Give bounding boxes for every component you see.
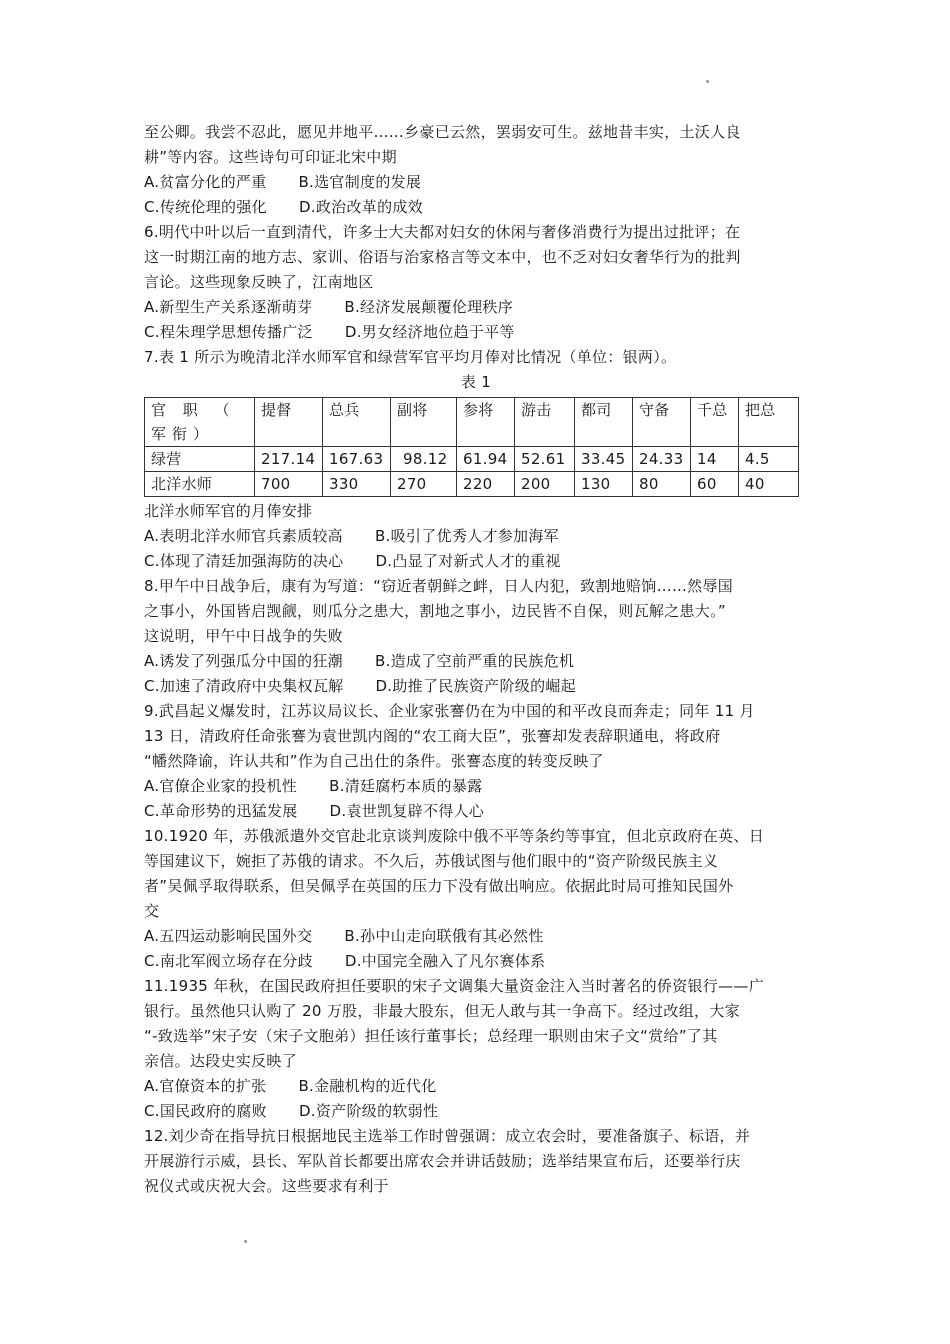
table-header-cell: 官 职 （ 军衔） (145, 398, 255, 447)
table-header-cell: 总兵 (323, 398, 391, 447)
q8-line: 8.甲午中日战争后，康有为写道：“窃近者朝鲜之衅，日人内犯，致割地赔饷……然辱国 (144, 577, 734, 595)
table-cell: 61.94 (457, 447, 515, 472)
q5-options-row (144, 195, 808, 220)
q6-option-c: C.程朱理学思想传播广泛 (144, 323, 313, 341)
q9-options-row (144, 799, 808, 824)
table-caption: 表 1 (460, 373, 492, 391)
scan-dot (706, 80, 709, 83)
q6-line: 这一时期江南的地方志、家训、俗语与治家格言等文本中，也不乏对妇女奢华行为的批判 (144, 248, 741, 266)
q11-option-a: A.官僚资本的扩张 (144, 1077, 267, 1095)
table-cell: 60 (691, 472, 739, 497)
q11-options-row (144, 1099, 808, 1124)
q10-line: 交 (144, 902, 160, 920)
q6-option-a: A.新型生产关系逐渐萌芽 (144, 298, 313, 316)
table-cell: 330 (323, 472, 391, 497)
q11-option-d: D.资产阶级的软弱性 (298, 1102, 439, 1120)
q10-options-row (144, 949, 808, 974)
q8-option-d: D.助推了民族资产阶级的崛起 (375, 677, 576, 695)
q11-option-b: B.金融机构的近代化 (298, 1077, 437, 1095)
q8-option-c: C.加速了清政府中央集权瓦解 (144, 677, 344, 695)
q8-line: 这说明，甲午中日战争的失败 (144, 627, 343, 645)
q7-option-d: D.凸显了对新式人才的重视 (375, 552, 561, 570)
q7-line: 北洋水师军官的月俸安排 (144, 502, 313, 520)
q10-option-b: B.孙中山走向联俄有其必然性 (344, 927, 544, 945)
table-header-cell: 千总 (691, 398, 739, 447)
q7-options-row (144, 524, 808, 549)
q9-line: 9.武昌起义爆发时，江苏议局议长、企业家张謇仍在为中国的和平改良而奔走；同年 11 月 (144, 702, 755, 720)
q11-line: 银行。虽然他只认购了 20 万股，非最大股东，但无人敢与其一争高下。经过改组，大家 (144, 1002, 740, 1020)
salary-table (144, 397, 799, 497)
q5-line: 耕”等内容。这些诗句可印证北宋中期 (144, 148, 397, 166)
q9-line: 13 日，清政府任命张謇为袁世凯内阁的“农工商大臣”，张謇却发表辞职通电，将政府 (144, 727, 721, 745)
q6-option-b: B.经济发展颠覆伦理秩序 (344, 298, 514, 316)
q7-option-a: A.表明北洋水师官兵素质较高 (144, 527, 343, 545)
q10-option-d: D.中国完全融入了凡尔赛体系 (344, 952, 546, 970)
table-cell: 33.45 (575, 447, 633, 472)
q6-option-d: D.男女经济地位趋于平等 (344, 323, 515, 341)
table-cell: 北洋水师 (145, 472, 255, 497)
q6-line: 言论。这些现象反映了，江南地区 (144, 273, 374, 291)
table-cell: 80 (633, 472, 691, 497)
q5-line: 至公卿。我尝不忍此，愿见井地平……乡豪已云然，罢弱安可生。兹地昔丰实，土沃人良 (144, 123, 741, 141)
table-cell: 40 (739, 472, 799, 497)
table-header-cell: 都司 (575, 398, 633, 447)
q8-option-b: B.造成了空前严重的民族危机 (374, 652, 575, 670)
q11-line: 11.1935 年秋，在国民政府担任要职的宋子文调集大量资金注入当时著名的侨资银行——广 (144, 977, 764, 995)
table-row (145, 447, 799, 472)
table-header-cell: 游击 (515, 398, 575, 447)
q7-options-row (144, 549, 808, 574)
q9-option-b: B.清廷腐朽本质的暴露 (329, 777, 483, 795)
q5-option-b: B.选官制度的发展 (298, 173, 422, 191)
table-header-cell: 把总 (739, 398, 799, 447)
document-body (144, 120, 808, 1199)
q11-line: “-致选举”宋子安（宋子文胞弟）担任该行董事长；总经理一职则由宋子文“赏给”了其 (144, 1027, 718, 1045)
q11-option-c: C.国民政府的腐败 (144, 1102, 267, 1120)
q6-options-row (144, 295, 808, 320)
q12-line: 祝仪式或庆祝大会。这些要求有利于 (144, 1177, 389, 1195)
q5-option-c: C.传统伦理的强化 (144, 198, 267, 216)
q12-line: 开展游行示威，县长、军队首长都要出席农会并讲话鼓励；选举结果宣布后，还要举行庆 (144, 1152, 741, 1170)
table-cell: 220 (457, 472, 515, 497)
table-cell: 98.12 (391, 447, 457, 472)
q10-option-c: C.南北军阀立场存在分歧 (144, 952, 313, 970)
q5-options-row (144, 170, 808, 195)
table-cell: 217.14 (255, 447, 323, 472)
table-header-cell: 参将 (457, 398, 515, 447)
q8-option-a: A.诱发了列强瓜分中国的狂潮 (144, 652, 343, 670)
q12-line: 12.刘少奇在指导抗日根据地民主选举工作时曾强调：成立农会时，要准备旗子、标语，并 (144, 1127, 751, 1145)
q9-line: “幡然降谕，许认共和”作为自己出仕的条件。张謇态度的转变反映了 (144, 752, 604, 770)
table-cell: 130 (575, 472, 633, 497)
q5-option-d: D.政治改革的成效 (298, 198, 423, 216)
table-cell: 167.63 (323, 447, 391, 472)
table-cell: 270 (391, 472, 457, 497)
q8-line: 之事小，外国皆启觊觎，则瓜分之患大，割地之事小，边民皆不自保，则瓦解之患大。” (144, 602, 726, 620)
scan-dot (244, 1240, 247, 1243)
table-cell: 700 (255, 472, 323, 497)
q8-options-row (144, 674, 808, 699)
q10-options-row (144, 924, 808, 949)
q5-option-a: A.贫富分化的严重 (144, 173, 267, 191)
q7-option-b: B.吸引了优秀人才参加海军 (374, 527, 559, 545)
q8-options-row (144, 649, 808, 674)
q10-line: 10.1920 年，苏俄派遣外交官赴北京谈判废除中俄不平等条约等事宜，但北京政府在英、日 (144, 827, 765, 845)
q11-line: 亲信。达段史实反映了 (144, 1052, 298, 1070)
q9-options-row (144, 774, 808, 799)
table-header-row (145, 398, 799, 447)
q10-line: 者”吴佩孚取得联系，但吴佩孚在英国的压力下没有做出响应。依据此时局可推知民国外 (144, 877, 734, 895)
q9-option-d: D.袁世凯复辟不得人心 (329, 802, 485, 820)
q10-line: 等国建议下，婉拒了苏俄的请求。不久后，苏俄试图与他们眼中的“资产阶级民族主义 (144, 852, 719, 870)
q10-option-a: A.五四运动影响民国外交 (144, 927, 313, 945)
q6-line: 6.明代中叶以后一直到清代，许多士大夫都对妇女的休闲与奢侈消费行为提出过批评；在 (144, 223, 741, 241)
table-header-cell: 守备 (633, 398, 691, 447)
table-cell: 绿营 (145, 447, 255, 472)
q11-options-row (144, 1074, 808, 1099)
table-cell: 52.61 (515, 447, 575, 472)
q9-option-c: C.革命形势的迅猛发展 (144, 802, 298, 820)
q6-options-row (144, 320, 808, 345)
table-header-cell: 副将 (391, 398, 457, 447)
q9-option-a: A.官僚企业家的投机性 (144, 777, 298, 795)
table-cell: 200 (515, 472, 575, 497)
table-cell: 4.5 (739, 447, 799, 472)
table-header-cell: 提督 (255, 398, 323, 447)
table-row (145, 472, 799, 497)
q7-line: 7.表 1 所示为晚清北洋水师军官和绿营军官平均月俸对比情况（单位：银两）。 (144, 348, 677, 366)
q7-option-c: C.体现了清廷加强海防的决心 (144, 552, 344, 570)
table-cell: 14 (691, 447, 739, 472)
table-cell: 24.33 (633, 447, 691, 472)
